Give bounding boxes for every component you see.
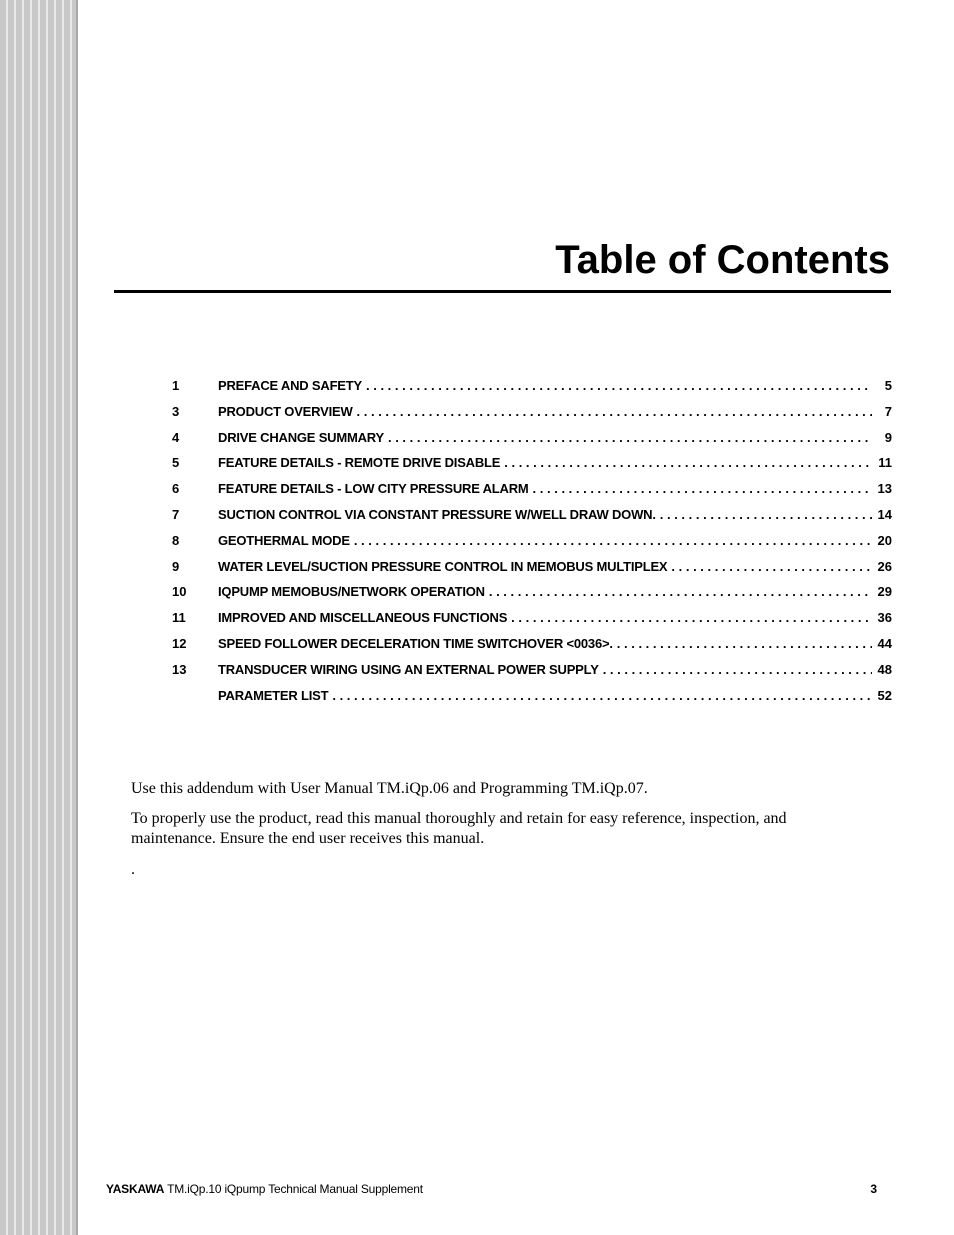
- toc-entry-page: 7: [884, 403, 892, 419]
- toc-entry-number: 9: [172, 558, 180, 574]
- toc-dot-leader: [388, 430, 872, 445]
- toc-entry-page: 20: [877, 532, 892, 548]
- toc-entry-page: 9: [884, 429, 892, 445]
- toc-entry-number: 13: [172, 661, 187, 677]
- toc-entry[interactable]: [172, 636, 892, 662]
- toc-entry-title: SUCTION CONTROL VIA CONSTANT PRESSURE W/WELL DRAW DOWN.: [218, 506, 656, 522]
- toc-entry[interactable]: [172, 610, 892, 636]
- toc-entry-number: 5: [172, 455, 180, 471]
- toc-dot-leader: [603, 662, 872, 677]
- toc-entry[interactable]: [172, 481, 892, 507]
- addendum-note: Use this addendum with User Manual TM.iQp.06 and Programming TM.iQp.07.: [131, 780, 648, 797]
- toc-entry-page: 36: [877, 610, 892, 626]
- toc-dot-leader: [617, 636, 872, 651]
- toc-entry-title: PRODUCT OVERVIEW: [218, 403, 353, 419]
- toc-entry-number: 3: [172, 403, 180, 419]
- toc-entry-number: 10: [172, 584, 187, 600]
- toc-dot-leader: [332, 688, 872, 703]
- toc-entry-title: GEOTHERMAL MODE: [218, 532, 350, 548]
- toc-dot-leader: [533, 481, 872, 496]
- toc-entry-title: FEATURE DETAILS - LOW CITY PRESSURE ALARM: [218, 481, 529, 497]
- toc-entry-title: WATER LEVEL/SUCTION PRESSURE CONTROL IN MEMOBUS MULTIPLEX: [218, 558, 668, 574]
- toc-entry-title: SPEED FOLLOWER DECELERATION TIME SWITCHOVER <0036>.: [218, 635, 613, 651]
- toc-entry[interactable]: [172, 404, 892, 430]
- toc-entry[interactable]: [172, 455, 892, 481]
- footer-brand: YASKAWA: [106, 1182, 165, 1196]
- toc-entry-page: 14: [877, 506, 892, 522]
- toc-entry-number: 1: [172, 378, 180, 393]
- toc-dot-leader: [671, 559, 872, 574]
- toc-dot-leader: [489, 584, 872, 599]
- table-of-contents: [172, 378, 892, 713]
- toc-dot-leader: [660, 507, 872, 522]
- toc-entry[interactable]: [172, 378, 892, 404]
- toc-dot-leader: [511, 610, 872, 625]
- toc-dot-leader: [354, 533, 872, 548]
- toc-entry-title: PARAMETER LIST: [218, 687, 329, 703]
- toc-entry-number: 8: [172, 532, 180, 548]
- toc-entry-page: 48: [877, 661, 892, 677]
- toc-entry-title: IMPROVED AND MISCELLANEOUS FUNCTIONS: [218, 610, 508, 626]
- toc-entry-title: TRANSDUCER WIRING USING AN EXTERNAL POWER SUPPLY: [218, 661, 599, 677]
- title-underline: [114, 290, 891, 293]
- toc-entry-title: DRIVE CHANGE SUMMARY: [218, 429, 384, 445]
- toc-entry[interactable]: [172, 559, 892, 585]
- toc-entry-page: 11: [878, 455, 892, 471]
- toc-dot-leader: [357, 404, 872, 419]
- footer-manual-title: TM.iQp.10 iQpump Technical Manual Supplement: [164, 1182, 423, 1196]
- toc-entry-number: 11: [172, 610, 186, 626]
- page-title: Table of Contents: [555, 238, 890, 282]
- toc-entry-page: 13: [877, 481, 892, 497]
- toc-entry-number: 6: [172, 481, 180, 497]
- toc-entry-page: 5: [884, 378, 892, 393]
- toc-entry-number: 12: [172, 635, 187, 651]
- toc-entry-page: 44: [877, 635, 892, 651]
- toc-entry[interactable]: [172, 584, 892, 610]
- footer: [106, 1182, 423, 1196]
- toc-dot-leader: [366, 378, 872, 393]
- toc-dot-leader: [504, 455, 872, 470]
- toc-entry-number: 4: [172, 429, 180, 445]
- toc-entry-page: 26: [877, 558, 892, 574]
- toc-entry-title: FEATURE DETAILS - REMOTE DRIVE DISABLE: [218, 455, 501, 471]
- toc-entry[interactable]: [172, 533, 892, 559]
- toc-entry-page: 52: [877, 687, 892, 703]
- stray-period: .: [131, 861, 135, 878]
- toc-entry[interactable]: [172, 430, 892, 456]
- toc-entry-page: 29: [877, 584, 892, 600]
- page-number: 3: [870, 1182, 877, 1196]
- toc-entry[interactable]: [172, 688, 892, 714]
- toc-entry-title: IQPUMP MEMOBUS/NETWORK OPERATION: [218, 584, 485, 600]
- side-margin-strip: [0, 0, 78, 1235]
- usage-instructions: To properly use the product, read this manual thoroughly and retain for easy reference, inspection, and maintenance. Ensure the end user receives this manual.: [131, 810, 787, 847]
- toc-entry[interactable]: [172, 507, 892, 533]
- toc-entry-number: 7: [172, 506, 180, 522]
- toc-entry-title: PREFACE AND SAFETY: [218, 378, 362, 393]
- toc-entry[interactable]: [172, 662, 892, 688]
